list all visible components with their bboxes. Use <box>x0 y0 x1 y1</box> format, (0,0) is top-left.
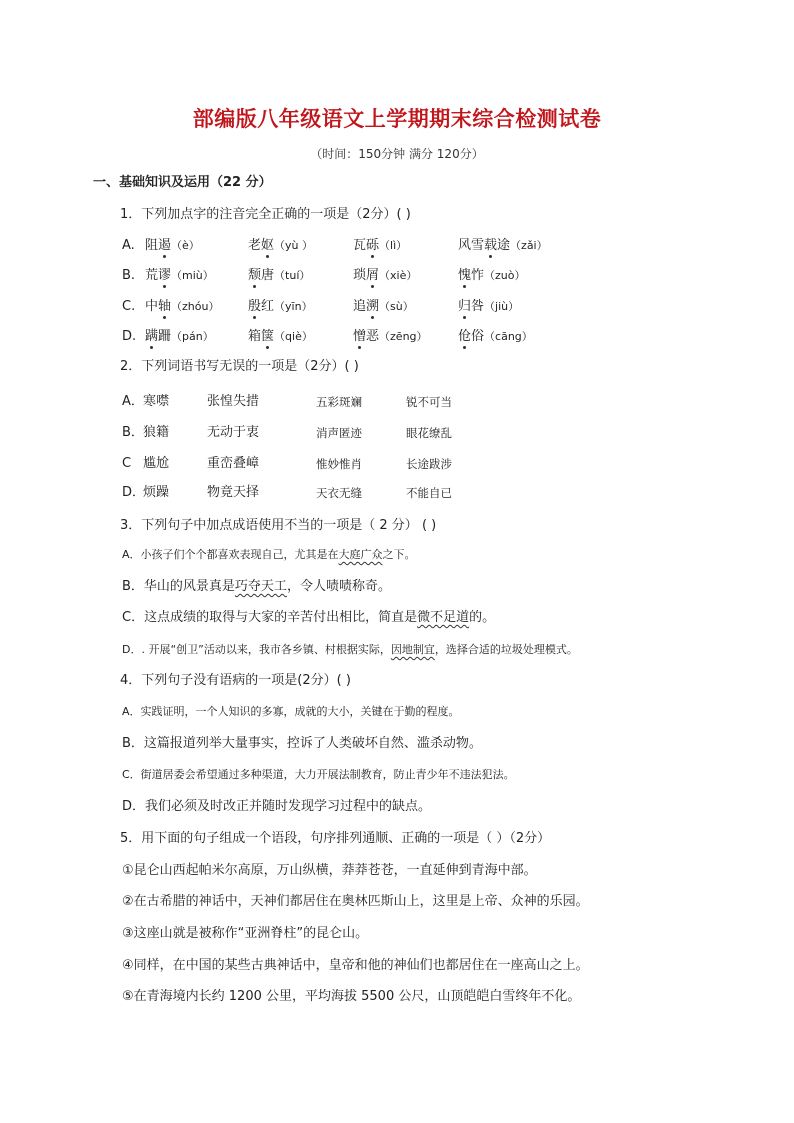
pronunciation-item <box>145 298 219 316</box>
pronunciation-item <box>353 298 414 316</box>
word-item: 狼籍 <box>143 425 170 440</box>
dotted-char: 谬 <box>158 268 172 283</box>
option-text: C．这点成绩的取得与大家的辛苦付出相比，简直是 <box>122 610 418 625</box>
option-label: D． <box>122 485 146 500</box>
pronunciation-item <box>458 237 548 255</box>
pinyin: （jiù） <box>484 300 520 313</box>
pinyin: （è） <box>171 239 200 252</box>
pinyin: （miù） <box>171 269 214 282</box>
option-label: D. <box>122 329 137 344</box>
pinyin: （zǎi） <box>510 239 548 252</box>
question-4-option-d: D．我们必须及时改正并随时发现学习过程中的缺点。 <box>122 799 432 814</box>
item-text: 风雪 <box>458 238 485 253</box>
word-item: 无动于衷 <box>207 425 260 440</box>
marked-idiom: 因地制宜 <box>390 643 435 656</box>
word-item: 惟妙惟肖 <box>316 457 362 471</box>
word-item: 锐不可当 <box>406 395 452 409</box>
word-item: 消声匿迹 <box>316 426 362 440</box>
pronunciation-item <box>458 328 533 346</box>
question-3-option <box>122 609 495 627</box>
pinyin: （yù ） <box>274 239 314 252</box>
word-item: 张惶失措 <box>207 394 260 409</box>
word-item: 重峦叠嶂 <box>207 456 260 471</box>
dotted-char: 伧 <box>458 329 472 344</box>
item-text: 荒 <box>145 268 159 283</box>
pinyin: （qiè） <box>274 330 313 343</box>
dotted-char: 屑 <box>366 268 380 283</box>
pinyin: （lì） <box>379 239 408 252</box>
option-label: C <box>122 456 132 471</box>
marked-idiom: 微不足道 <box>417 610 470 625</box>
dotted-char: 颓 <box>248 268 262 283</box>
option-text: 的。 <box>469 610 496 625</box>
option-text: B．华山的风景真是 <box>122 579 235 594</box>
dotted-char: 砾 <box>366 238 380 253</box>
pinyin: （xiè） <box>379 269 418 282</box>
question-4-stem: 4．下列句子没有语病的一项是(2分）( ) <box>120 673 351 688</box>
dotted-char: 妪 <box>261 238 275 253</box>
word-item: 尴尬 <box>143 456 170 471</box>
option-label: A. <box>122 238 135 253</box>
pronunciation-item <box>145 237 200 255</box>
pronunciation-item <box>458 267 526 285</box>
item-text: 瓦 <box>353 238 367 253</box>
item-text: 老 <box>248 238 262 253</box>
pinyin: （zēng） <box>379 330 428 343</box>
pinyin: （zhóu） <box>171 300 220 313</box>
item-text: 追 <box>353 299 367 314</box>
pronunciation-item <box>353 267 417 285</box>
pronunciation-item <box>145 267 214 285</box>
dotted-char: 轴 <box>158 299 172 314</box>
question-1-stem: 1．下列加点字的注音完全正确的一项是（2分）( ) <box>120 207 411 222</box>
item-text: 恶 <box>366 329 380 344</box>
question-3-stem: 3．下列句子中加点成语使用不当的一项是（ 2 分） ( ) <box>120 518 437 533</box>
word-item: 物竟天择 <box>207 485 260 500</box>
word-item: 眼花缭乱 <box>406 426 452 440</box>
pinyin: （yīn） <box>274 300 313 313</box>
question-4-option-c: C．街道居委会希望通过多种渠道，大力开展法制教育，防止青少年不违法犯法。 <box>122 768 515 781</box>
dotted-char: 遏 <box>158 238 172 253</box>
pinyin: （pán） <box>171 330 214 343</box>
item-text: 途 <box>497 238 511 253</box>
dotted-char: 殷 <box>248 299 262 314</box>
question-5-sentence-3: ③这座山就是被称作“亚洲脊柱”的昆仑山。 <box>122 926 369 941</box>
dotted-char: 蹒 <box>145 329 159 344</box>
question-5-sentence-2: ②在古希腊的神话中，天神们都居住在奥林匹斯山上，这里是上帝、众神的乐园。 <box>122 894 589 909</box>
pronunciation-item <box>248 328 313 346</box>
pinyin: （tuí） <box>274 269 311 282</box>
dotted-char: 溯 <box>366 299 380 314</box>
marked-idiom: 巧夺天工 <box>234 579 287 594</box>
exam-info: （时间：150分钟 满分 120分） <box>310 147 484 161</box>
question-5-sentence-5: ⑤在青海境内长约 1200 公里，平均海拔 5500 公尺，山顶皑皑白雪终年不化。 <box>122 989 581 1004</box>
item-text: 箱 <box>248 329 262 344</box>
item-text: 中 <box>145 299 159 314</box>
pinyin: （zuò） <box>484 269 526 282</box>
question-3-option <box>122 546 416 564</box>
item-text: 琐 <box>353 268 367 283</box>
item-text: 咎 <box>471 299 485 314</box>
word-item: 不能自已 <box>406 486 452 500</box>
option-text: ，令人啧啧称奇。 <box>286 579 391 594</box>
option-text: A．小孩子们个个都喜欢表现自己，尤其是在 <box>122 548 339 561</box>
dotted-char: 箧 <box>261 329 275 344</box>
pinyin: （sù） <box>379 300 414 313</box>
item-text: 阻 <box>145 238 159 253</box>
item-text: 俗 <box>471 329 485 344</box>
pronunciation-item <box>248 298 313 316</box>
pronunciation-item <box>145 328 214 346</box>
pronunciation-item <box>353 328 428 346</box>
section-heading: 一、基础知识及运用（22 分） <box>93 175 272 190</box>
option-label: A． <box>122 394 144 409</box>
page-title: 部编版八年级语文上学期期末综合检测试卷 <box>192 106 602 131</box>
word-item: 烦躁 <box>143 485 170 500</box>
pronunciation-item <box>353 237 407 255</box>
question-5-sentence-4: ④同样，在中国的某些古典神话中，皇帝和他的神仙们也都居住在一座高山之上。 <box>122 958 589 973</box>
marked-idiom: 大庭广众 <box>338 548 383 561</box>
question-5-stem: 5．用下面的句子组成一个语段，句序排列通顺、正确的一项是（ ）（2分） <box>120 831 551 846</box>
option-text: D．. 开展“创卫”活动以来，我市各乡镇、村根据实际， <box>122 643 391 656</box>
pronunciation-item <box>248 237 313 255</box>
question-3-option <box>122 578 391 596</box>
option-label: B. <box>122 268 136 283</box>
question-4-option-b: B．这篇报道列举大量事实，控诉了人类破坏自然、滥杀动物。 <box>122 736 482 751</box>
word-item: 五彩斑斓 <box>316 395 362 409</box>
question-2-stem: 2．下列词语书写无误的一项是（2分）( ) <box>120 359 359 374</box>
word-item: 寒噤 <box>143 394 170 409</box>
item-text: 跚 <box>158 329 172 344</box>
item-text: 怍 <box>471 268 485 283</box>
item-text: 红 <box>261 299 275 314</box>
question-3-option <box>122 641 578 659</box>
option-label: B． <box>122 425 144 440</box>
dotted-char: 载 <box>484 238 498 253</box>
pronunciation-item <box>248 267 310 285</box>
dotted-char: 归 <box>458 299 472 314</box>
dotted-char: 愧 <box>458 268 472 283</box>
word-item: 天衣无缝 <box>316 486 362 500</box>
option-label: C. <box>122 299 136 314</box>
dotted-char: 憎 <box>353 329 367 344</box>
pronunciation-item <box>458 298 519 316</box>
question-5-sentence-1: ①昆仑山西起帕米尔高原，万山纵横，莽莽苍苍，一直延伸到青海中部。 <box>122 863 537 878</box>
question-4-option-a: A．实践证明，一个人知识的多寡，成就的大小，关键在于勤的程度。 <box>122 705 460 718</box>
word-item: 长途跋涉 <box>406 457 452 471</box>
pinyin: （cāng） <box>484 330 533 343</box>
option-text: ，选择合适的垃圾处理模式。 <box>434 643 578 656</box>
item-text: 唐 <box>261 268 275 283</box>
option-text: 之下。 <box>382 548 416 561</box>
